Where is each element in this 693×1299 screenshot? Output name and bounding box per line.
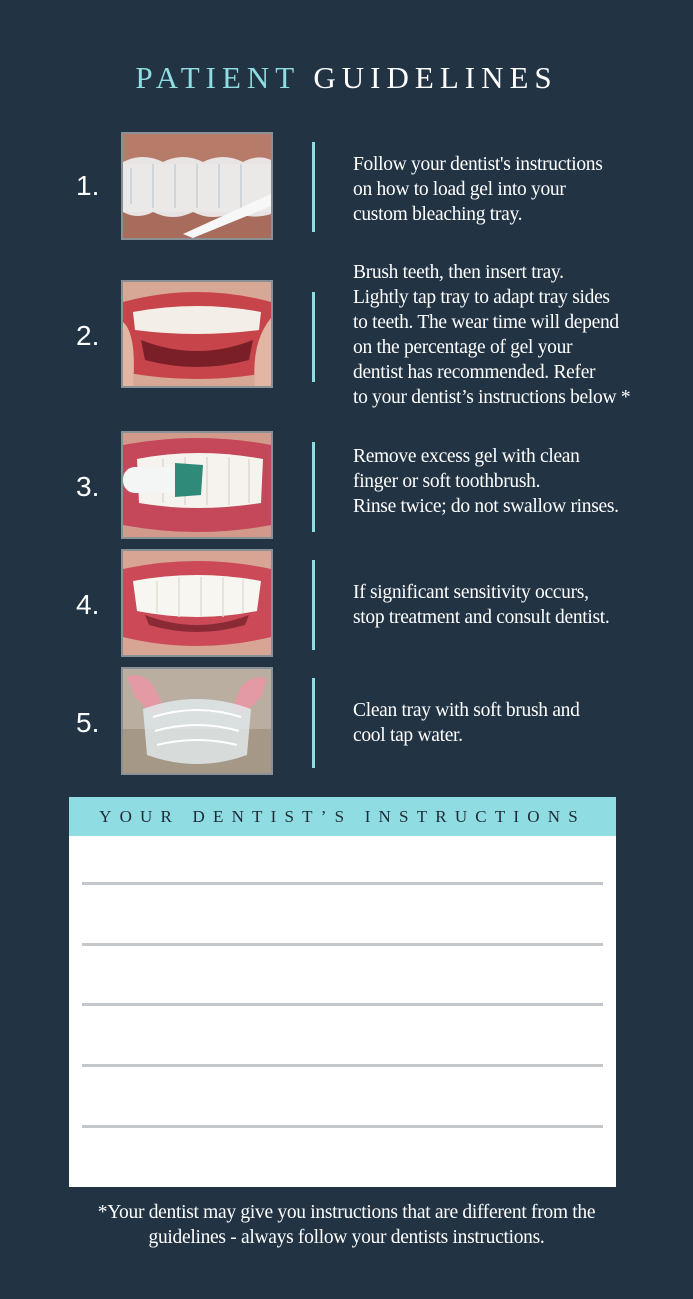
step-text [353, 580, 643, 630]
text-line: Rinse twice; do not swallow rinses. [353, 496, 619, 517]
footnote [40, 1200, 653, 1250]
step-text [353, 260, 643, 410]
step-divider [312, 442, 315, 532]
remove-gel-toothbrush-photo [121, 431, 273, 539]
text-line: Follow your dentist's instructions [353, 154, 603, 175]
text-line: to your dentist’s instructions below * [353, 387, 631, 408]
text-line: Brush teeth, then insert tray. [353, 262, 564, 283]
smile-photo [121, 549, 273, 657]
text-line: to teeth. The wear time will depend [353, 312, 619, 333]
step-number: 2. [76, 320, 100, 351]
text-line: dentist has recommended. Refer [353, 362, 596, 383]
text-line: on the percentage of gel your [353, 337, 573, 358]
writing-line[interactable] [82, 1003, 603, 1006]
dentist-instructions-box [69, 797, 616, 1187]
title-rest: GUIDELINES [313, 60, 558, 95]
writing-line[interactable] [82, 943, 603, 946]
footnote-line: guidelines - always follow your dentists instructions. [148, 1227, 545, 1248]
text-line: finger or soft toothbrush. [353, 471, 541, 492]
step-text [353, 444, 643, 519]
step-divider [312, 560, 315, 650]
text-line: Remove excess gel with clean [353, 446, 580, 467]
step-text [353, 152, 643, 227]
text-line: stop treatment and consult dentist. [353, 607, 610, 628]
text-line: If significant sensitivity occurs, [353, 582, 589, 603]
step-number: 5. [76, 707, 100, 738]
writing-line[interactable] [82, 882, 603, 885]
footnote-line: *Your dentist may give you instructions that are different from the [97, 1202, 596, 1223]
writing-line[interactable] [82, 1064, 603, 1067]
step-number: 3. [76, 471, 100, 502]
clean-tray-photo [121, 667, 273, 775]
title-accent: PATIENT [135, 60, 300, 95]
step-divider [312, 678, 315, 768]
step-number: 4. [76, 589, 100, 620]
text-line: custom bleaching tray. [353, 204, 523, 225]
text-line: Lightly tap tray to adapt tray sides [353, 287, 610, 308]
step-number: 1. [76, 170, 100, 201]
step-divider [312, 292, 315, 382]
text-line: cool tap water. [353, 725, 463, 746]
step-divider [312, 142, 315, 232]
insert-tray-photo [121, 280, 273, 388]
text-line: Clean tray with soft brush and [353, 700, 580, 721]
writing-line[interactable] [82, 1125, 603, 1128]
step-text [353, 698, 643, 748]
instructions-header: YOUR DENTIST’S INSTRUCTIONS [69, 797, 616, 836]
text-line: on how to load gel into your [353, 179, 566, 200]
tray-gel-application-photo [121, 132, 273, 240]
page-title [0, 60, 693, 96]
